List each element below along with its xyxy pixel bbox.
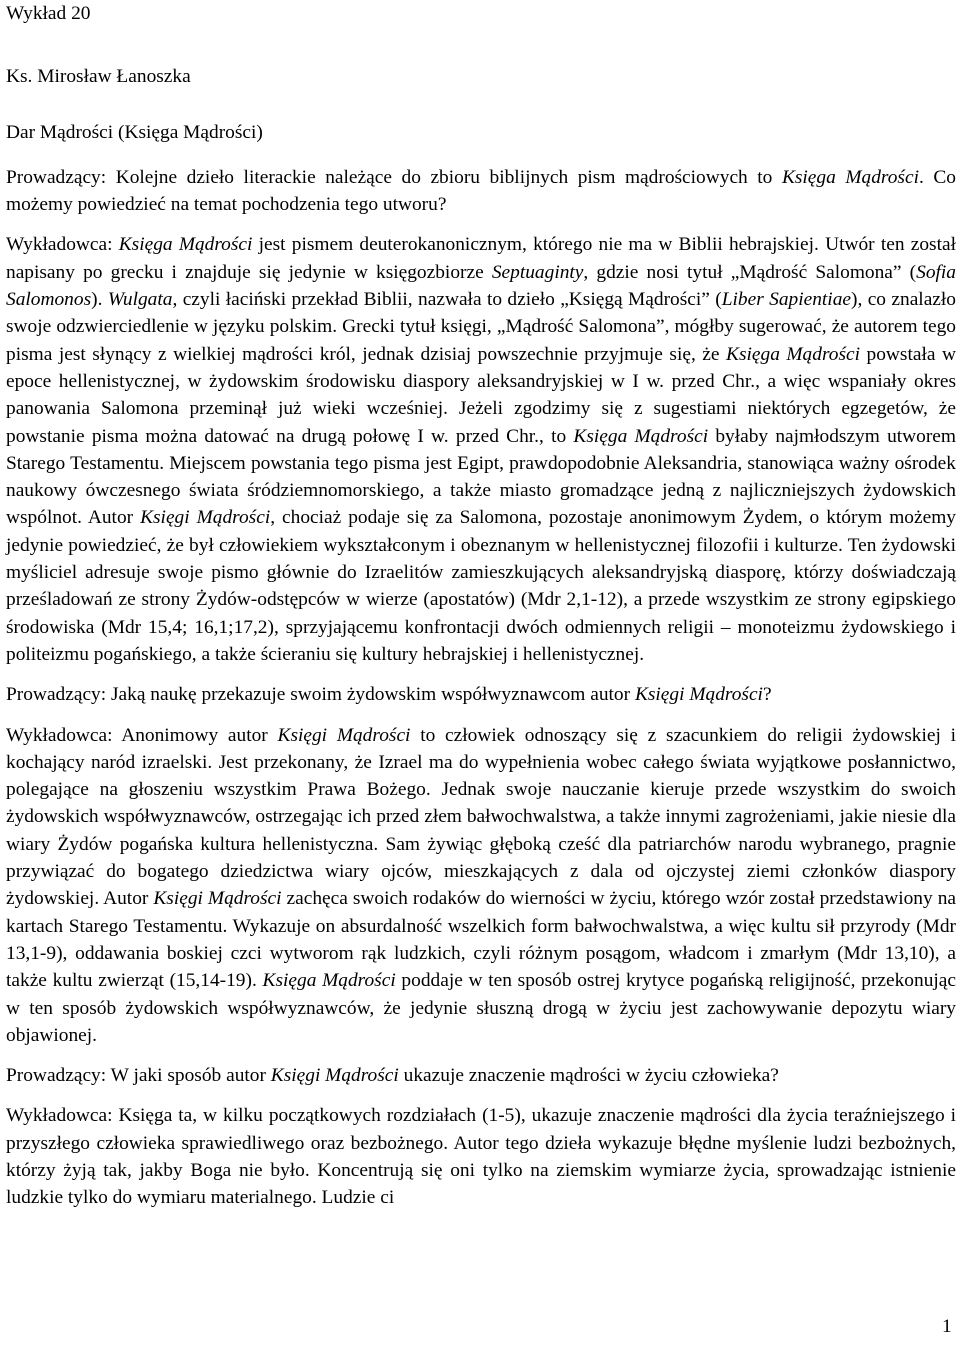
paragraph-lecturer-answer-wisdom [6, 1102, 956, 1211]
author-name: Ks. Mirosław Łanoszka [6, 66, 191, 88]
paragraph-text: , gdzie nosi tytuł „Mądrość Salomona” ( [583, 261, 917, 283]
paragraph-host-question-teaching [6, 681, 956, 708]
italic-title-text: Księga Mądrości [726, 343, 861, 365]
paragraph-text: jest pismem deuterokanonicznym, którego nie ma w Biblii hebrajskiej. Utwór ten został napisany po grecku i znajduje się jedynie w księgozbiorze [6, 234, 956, 283]
italic-title-text: Księgi Mądrości [140, 507, 271, 529]
italic-title-text: Księga Mądrości [573, 425, 709, 447]
paragraph-text: , chociaż podaje się za Salomona, pozostaje anonimowym Żydem, o którym możemy jedynie powiedzieć, że był człowiekiem wykształconym i obeznanym w hellenistycznej filozofii i kulturze. Ten żydowski myśliciel adresuje swoje pismo głównie do Izraelitów zamieszkujących aleksandryjską diasporę, którzy doświadczają prześladowań ze strony Żydów-odstępców w wierze (apostatów) (Mdr 2,1-12), a przede wszystkim ze strony egipskiego środowiska (Mdr 15,4; 16,1;17,2), sprzyjającemu konfrontacji dwóch odmiennych religii – monoteizmu żydowskiego i politeizmu pogańskiego, a także ścieraniu się kultury hebrajskiej i hellenistycznej. [6, 507, 956, 665]
italic-title-text: Księgi Mądrości [634, 684, 763, 706]
paragraph-text: Prowadzący: Jaką naukę przekazuje swoim żydowskim współwyznawcom autor [6, 684, 635, 706]
italic-title-text: Liber Sapientiae [721, 289, 851, 311]
document-page [6, 0, 956, 1212]
paragraph-text: . Co możemy powiedzieć na temat pochodzenia tego utworu? [6, 166, 956, 216]
italic-title-text: Sofia Salomonos [6, 261, 956, 311]
document-title: Dar Mądrości (Księga Mądrości) [6, 121, 263, 143]
italic-title-text: Księga Mądrości [262, 970, 396, 992]
paragraph-lecturer-answer-origin [6, 231, 956, 668]
paragraph-text: Wykładowca: [6, 234, 119, 256]
paragraph-text: Prowadzący: W jaki sposób autor [6, 1065, 271, 1087]
paragraph-text: ? [762, 684, 772, 706]
italic-title-text: Księgi Mądrości [153, 888, 282, 910]
paragraph-text: to człowiek odnoszący się z szacunkiem do religii żydowskiej i kochający naród izraelski. Jest przekonany, że Izrael ma do wypełnienia wobec całego świata wyjątkowe posłannictwo, polegające na głoszeniu wszystkim Prawa Bożego. Jednak swoje nauczanie kieruje przede wszystkim do swoich żydowskich współwyznawców, ostrzegając ich przed złem bałwochwalstwa, a także innymi zagrożeniami, jakie niesie dla wiary Żydów pogańska kultura hellenistyczna. Sam żywiąc głęboką cześć dla patriarchów narodu wybranego, pragnie przywiązać do bogatego dziedzictwa wiary ojców, mieszkających z dala od ojczystej ziemi członków diaspory żydowskiej. Autor [6, 724, 956, 910]
paragraph-text: ). [91, 289, 108, 311]
paragraph-text: ), co znalazło swoje odzwierciedlenie w języku polskim. Grecki tytuł księgi, „Mądrość Salomona”, mógłby sugerować, że autorem tego pisma jest słynący z wielkiej mądrości król, jednak dzisiaj powszechnie przyjmuje się, że [6, 289, 956, 365]
italic-title-text: Księgi Mądrości [270, 1065, 399, 1087]
paragraph-host-question-origin [6, 164, 956, 219]
paragraph-host-question-wisdom [6, 1062, 956, 1089]
italic-title-text: Księga Mądrości [118, 234, 253, 256]
paragraph-text: Prowadzący: Kolejne dzieło literackie należące do zbioru biblijnych pism mądrościowych to [6, 166, 782, 188]
paragraph-text: poddaje w ten sposób ostrej krytyce pogańską religijność, przekonując w ten sposób żydowskich współwyznawców, że jedynie słuszną drogą w życiu jest zachowywanie depozytu wiary objawionej. [6, 970, 956, 1046]
paragraph-lecturer-answer-teaching [6, 722, 956, 1050]
paragraph-text: , czyli łaciński przekład Biblii, nazwała to dzieło „Księgą Mądrości” ( [172, 289, 722, 311]
paragraph-text: Wykładowca: Księga ta, w kilku początkowych rozdziałach (1-5), ukazuje znaczenie mądrości dla życia teraźniejszego i przyszłego człowieka sprawiedliwego oraz bezbożnego. Autor tego dzieła wykazuje błędne myślenie ludzi bezbożnych, którzy żyją tak, jakby Boga nie było. Koncentrują się oni tylko na ziemskim wymiarze życia, sprowadzając istnienie ludzkie tylko do wymiaru materialnego. Ludzie ci [6, 1105, 956, 1209]
lecture-number: Wykład 20 [6, 3, 91, 24]
paragraph-text: zachęca swoich rodaków do wierności w życiu, którego wzór został przedstawiony na kartach Starego Testamentu. Wykazuje on absurdalność wszelkich form bałwochwalstwa, a więc kultu sił przyrody (Mdr 13,1-9), oddawania boskiej czci wytworom rąk ludzkich, czyli różnym posągom, władcom i zmarłym (Mdr 13,10), a także kultu zwierząt (15,14-19). [6, 888, 956, 992]
italic-title-text: Septuaginty [491, 261, 584, 283]
page-number: 1 [942, 1316, 952, 1337]
paragraph-text: byłaby najmłodszym utworem Starego Testamentu. Miejscem powstania tego pisma jest Egipt, prawdopodobnie Aleksandria, stanowiąca ważny ośrodek naukowy ówczesnego świata śródziemnomorskiego, a także miasto gromadzące jedną z najliczniejszych żydowskich wspólnot. Autor [6, 425, 956, 529]
italic-title-text: Księgi Mądrości [277, 724, 411, 746]
italic-title-text: Wulgata [107, 289, 173, 311]
paragraph-text: Wykładowca: Anonimowy autor [6, 724, 278, 746]
paragraph-text: powstała w epoce hellenistycznej, w żydowskim środowisku diaspory aleksandryjskiej w I w. przed Chr., a więc wspaniały okres panowania Salomona przeminął już wieki wcześniej. Jeżeli zgodzimy się z sugestiami niektórych egzegetów, że powstanie pisma można datować na drugą połowę I w. przed Chr., to [6, 343, 956, 447]
paragraph-text: ukazuje znaczenie mądrości w życiu człowieka? [398, 1065, 779, 1087]
italic-title-text: Księga Mądrości [781, 166, 919, 188]
